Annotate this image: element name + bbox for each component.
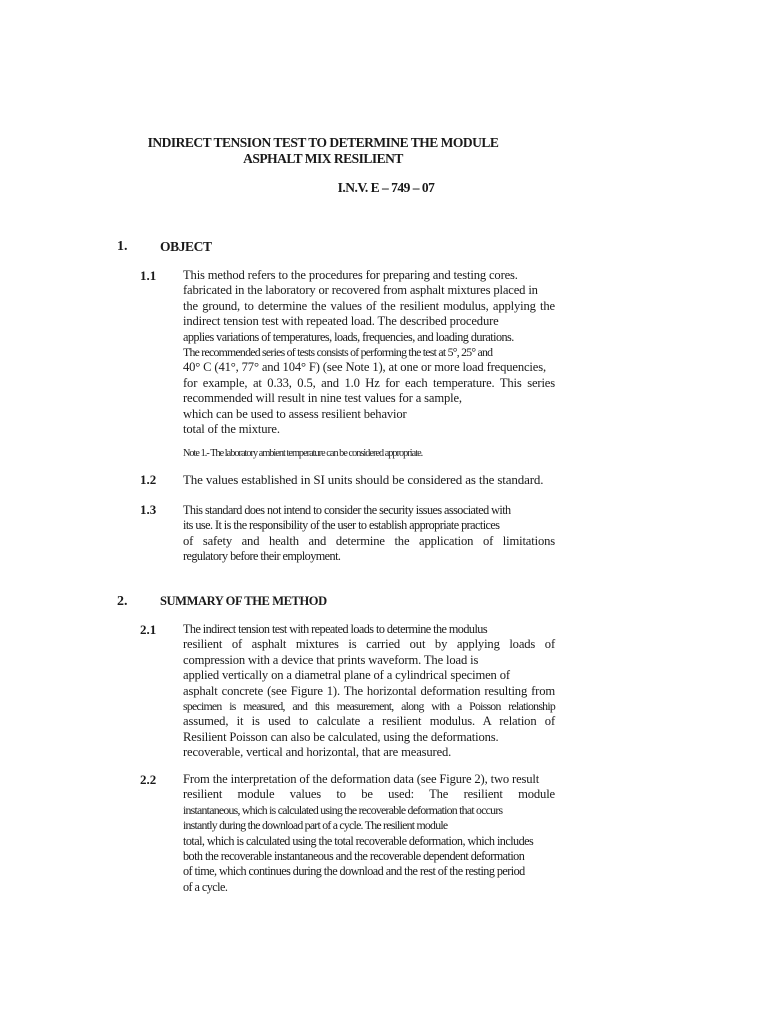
section-number: 1. [117,239,128,254]
subsection-2-1-paragraph [183,622,555,761]
paragraph-line: for example, at 0.33, 0.5, and 1.0 Hz for each temperature. This series [183,375,555,390]
paragraph-line: which can be used to assess resilient behavior [183,406,407,421]
paragraph-line: total, which is calculated using the total recoverable deformation, which includes [183,833,534,848]
document-title-line-1: INDIRECT TENSION TEST TO DETERMINE THE MODULE [147,135,499,150]
document-code: I.N.V. E – 749 – 07 [337,180,435,195]
section-title: OBJECT [160,239,212,254]
subsection-number: 2.1 [140,622,157,637]
paragraph-line: The indirect tension test with repeated loads to determine the modulus [183,622,488,636]
paragraph-line: applies variations of temperatures, loads, frequencies, and loading durations. [183,329,514,344]
section-title: SUMMARY OF THE METHOD [160,594,327,608]
paragraph-line: This method refers to the procedures for preparing and testing cores. [183,268,518,282]
paragraph-line: regulatory before their employment. [183,549,341,564]
note-1: Note 1.- The laboratory ambient temperature can be considered appropriate. [183,448,423,459]
subsection-number: 1.2 [140,472,157,487]
paragraph-line: compression with a device that prints waveform. The load is [183,652,479,667]
subsection-number: 1.1 [140,268,157,283]
paragraph-line: instantly during the download part of a cycle. The resilient module [183,818,448,833]
subsection-2-2-paragraph [183,772,555,895]
paragraph-line: This standard does not intend to consider the security issues associated with [183,503,511,517]
paragraph-line: 40° C (41°, 77° and 104° F) (see Note 1), at one or more load frequencies, [183,360,546,375]
paragraph-line: recommended will result in nine test values for a sample, [183,391,462,406]
paragraph-line: assumed, it is used to calculate a resilient modulus. A relation of [183,714,555,729]
paragraph-line: specimen is measured, and this measurement, along with a Poisson relationship [183,698,555,713]
paragraph-line: recoverable, vertical and horizontal, that are measured. [183,745,452,760]
subsection-number: 1.3 [140,502,157,517]
paragraph-line: The values established in SI units should be considered as the standard. [183,472,544,487]
paragraph-line: From the interpretation of the deformation data (see Figure 2), two result [183,772,540,786]
subsection-1-3-paragraph [183,503,555,565]
paragraph-line: Resilient Poisson can also be calculated, using the deformations. [183,729,499,744]
document-title-line-2: ASPHALT MIX RESILIENT [243,151,403,166]
paragraph-line: total of the mixture. [183,421,280,436]
subsection-1-2-paragraph [183,472,555,487]
paragraph-line: The recommended series of tests consists of performing the test at 5°, 25° and [183,344,493,359]
paragraph-line: instantaneous, which is calculated using the recoverable deformation that occurs [183,802,503,817]
paragraph-line: resilient of asphalt mixtures is carried out by applying loads of [183,637,555,652]
subsection-number: 2.2 [140,772,157,787]
paragraph-line: of a cycle. [183,879,228,894]
paragraph-line: asphalt concrete (see Figure 1). The horizontal deformation resulting from [183,683,555,698]
paragraph-line: its use. It is the responsibility of the user to establish appropriate practices [183,518,500,533]
paragraph-line: fabricated in the laboratory or recovered from asphalt mixtures placed in [183,283,538,298]
paragraph-line: of time, which continues during the download and the rest of the resting period [183,864,525,879]
paragraph-line: both the recoverable instantaneous and the recoverable dependent deformation [183,848,525,863]
subsection-1-1-paragraph [183,268,555,437]
paragraph-line: the ground, to determine the values of the resilient modulus, applying the [183,298,555,313]
paragraph-line: applied vertically on a diametral plane of a cylindrical specimen of [183,668,510,683]
section-number: 2. [117,594,128,609]
paragraph-line: resilient module values to be used: The resilient module [183,787,555,802]
paragraph-line: indirect tension test with repeated load. The described procedure [183,314,499,329]
paragraph-line: of safety and health and determine the application of limitations [183,533,555,548]
